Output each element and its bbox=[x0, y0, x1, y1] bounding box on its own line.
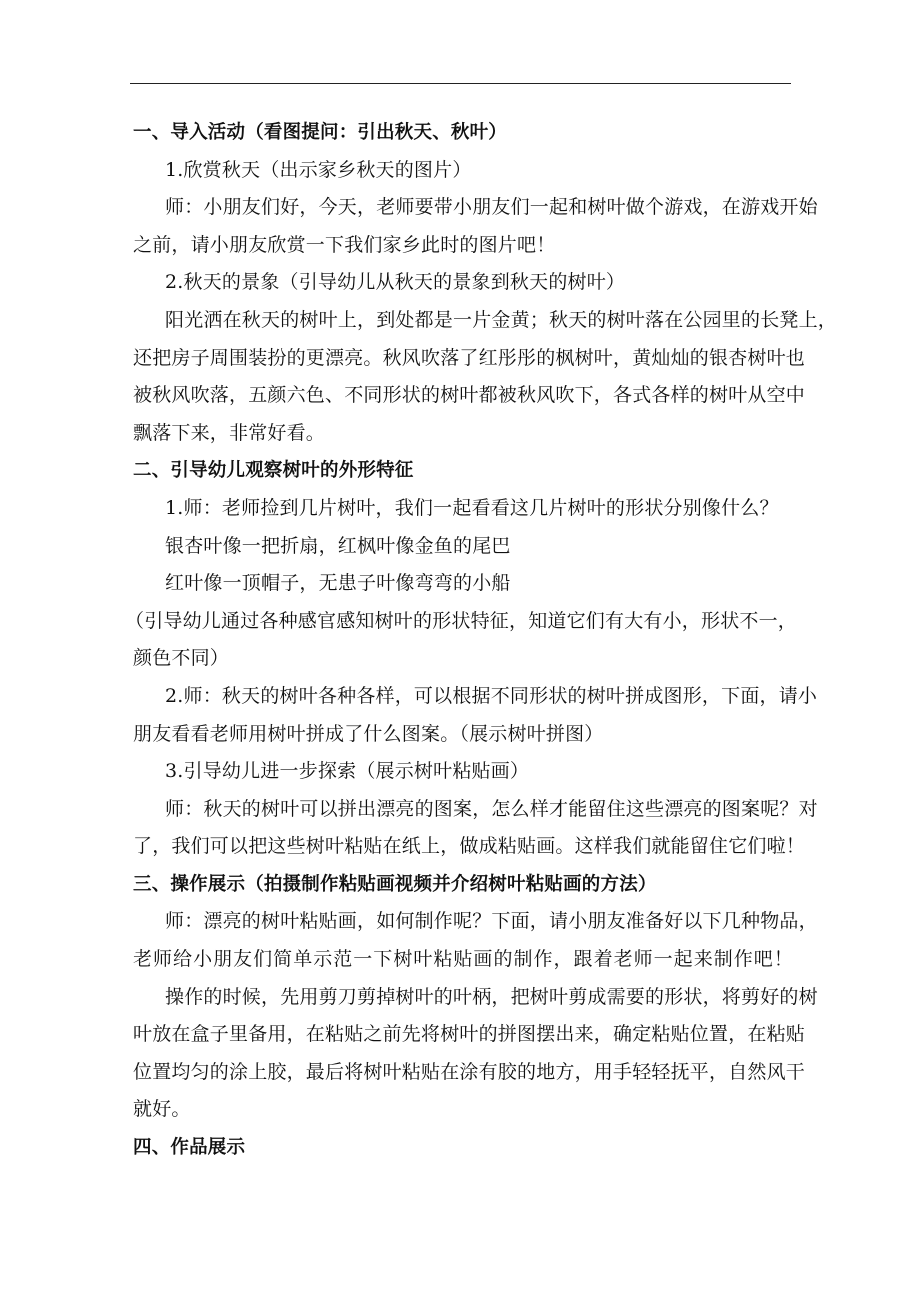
paragraph-line: 操作的时候，先用剪刀剪掉树叶的叶柄，把树叶剪成需要的形状，将剪好的树 bbox=[165, 985, 818, 1008]
paragraph-line: 1.师：老师捡到几片树叶，我们一起看看这几片树叶的形状分别像什么？ bbox=[165, 496, 779, 519]
paragraph-line: 师：小朋友们好，今天，老师要带小朋友们一起和树叶做个游戏，在游戏开始 bbox=[165, 196, 818, 219]
paragraph-line: 位置均匀的涂上胶，最后将树叶粘贴在涂有胶的地方，用手轻轻抚平，自然风干 bbox=[133, 1060, 806, 1083]
paragraph-line: 飘落下来，非常好看。 bbox=[133, 421, 326, 444]
paragraph-line: 就好。 bbox=[133, 1098, 191, 1121]
document-body bbox=[125, 114, 838, 1167]
paragraph-line: 2.师：秋天的树叶各种各样，可以根据不同形状的树叶拼成图形，下面，请小 bbox=[165, 684, 818, 707]
paragraph-line: 1.欣赏秋天（出示家乡秋天的图片） bbox=[165, 158, 472, 181]
paragraph-line: 师：漂亮的树叶粘贴画，如何制作呢？下面，请小朋友准备好以下几种物品， bbox=[165, 910, 818, 933]
paragraph-line: 红叶像一顶帽子，无患子叶像弯弯的小船 bbox=[165, 572, 511, 595]
paragraph-line: 银杏叶像一把折扇，红枫叶像金鱼的尾巴 bbox=[165, 534, 511, 557]
paragraph-line: 阳光洒在秋天的树叶上，到处都是一片金黄；秋天的树叶落在公园里的长凳上， bbox=[165, 308, 838, 331]
paragraph-line: 朋友看看老师用树叶拼成了什么图案。（展示树叶拼图） bbox=[133, 722, 604, 745]
section-heading-2: 二、引导幼儿观察树叶的外形特征 bbox=[133, 460, 414, 482]
header-rule bbox=[130, 83, 791, 84]
paragraph-line: 2.秋天的景象（引导幼儿从秋天的景象到秋天的树叶） bbox=[165, 271, 626, 294]
section-heading-1: 一、导入活动（看图提问：引出秋天、秋叶） bbox=[133, 122, 508, 143]
paragraph-line: （引导幼儿通过各种感官感知树叶的形状特征，知道它们有大有小，形状不一， bbox=[125, 609, 798, 632]
paragraph-line: 老师给小朋友们简单示范一下树叶粘贴画的制作，跟着老师一起来制作吧！ bbox=[133, 948, 793, 971]
paragraph-line: 之前，请小朋友欣赏一下我们家乡此时的图片吧！ bbox=[133, 233, 556, 256]
paragraph-line: 师：秋天的树叶可以拼出漂亮的图案，怎么样才能留住这些漂亮的图案呢？对 bbox=[165, 797, 818, 820]
paragraph-line: 3.引导幼儿进一步探索（展示树叶粘贴画） bbox=[165, 760, 530, 783]
paragraph-line: 颜色不同） bbox=[133, 647, 230, 670]
paragraph-line: 还把房子周围装扮的更漂亮。秋风吹落了红彤彤的枫树叶，黄灿灿的银杏树叶也 bbox=[133, 346, 806, 369]
paragraph-line: 了，我们可以把这些树叶粘贴在纸上，做成粘贴画。这样我们就能留住它们啦！ bbox=[133, 835, 806, 858]
paragraph-line: 被秋风吹落，五颜六色、不同形状的树叶都被秋风吹下，各式各样的树叶从空中 bbox=[133, 384, 806, 407]
section-heading-3: 三、操作展示（拍摄制作粘贴画视频并介绍树叶粘贴画的方法） bbox=[133, 873, 657, 895]
section-heading-4: 四、作品展示 bbox=[133, 1137, 246, 1159]
paragraph-line: 叶放在盒子里备用，在粘贴之前先将树叶的拼图摆出来，确定粘贴位置，在粘贴 bbox=[133, 1023, 806, 1046]
